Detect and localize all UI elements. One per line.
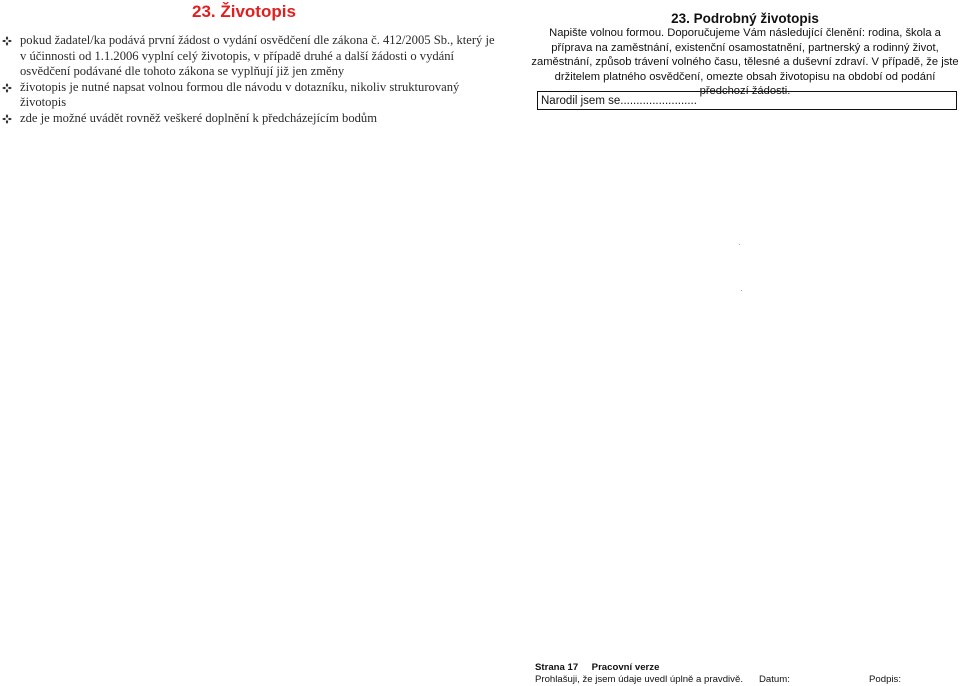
- diamond-cluster-icon: [2, 36, 12, 46]
- answer-field[interactable]: [537, 91, 957, 110]
- list-item: [0, 33, 498, 80]
- diamond-cluster-icon: [2, 114, 12, 124]
- diamond-cluster-icon: [2, 83, 12, 93]
- form-section-title: 23. Podrobný životopis: [671, 11, 819, 26]
- section-title: 23. Životopis: [192, 2, 296, 21]
- scan-speck: [739, 244, 740, 245]
- list-item: [0, 80, 498, 111]
- list-item: [0, 111, 498, 127]
- answer-text: Narodil jsem se........................: [541, 95, 697, 107]
- declaration-text: Prohlašuji, že jsem údaje uvedl úplně a pravdivě.: [535, 674, 743, 685]
- page-footer: [535, 662, 955, 686]
- page-number: Strana 17: [535, 662, 579, 673]
- signature-label: Podpis:: [869, 674, 901, 685]
- footer-declaration-row: [535, 674, 955, 686]
- footer-header: [535, 662, 955, 674]
- version-label: Pracovní verze: [591, 662, 660, 673]
- date-label: Datum:: [759, 674, 790, 685]
- scan-speck: [741, 290, 742, 291]
- bullet-text: životopis je nutné napsat volnou formou dle návodu v dotazníku, nikoliv strukturovaný životopis: [20, 79, 460, 109]
- instructions-text: Napište volnou formou. Doporučujeme Vám následující členění: rodina, škola a příprava na zaměstnání, existenční osamostatnění, partnerský a rodinný život, zaměstnání, způsob trávení volného času, tělesné a duševní zdraví. V případě, že jste držitelem platného osvědčení, omezte obsah životopisu na období od podání předchozí žádosti.: [531, 27, 959, 97]
- bullet-text: pokud žadatel/ka podává první žádost o vydání osvědčení dle zákona č. 412/2005 Sb., který je v účinnosti od 1.1.2006 vyplní celý životopis, v případě druhé a další žádosti o vydání osvědčení podávané dle tohoto zákona se vyplňují již jen změny: [20, 33, 495, 78]
- bullet-list: [0, 33, 498, 126]
- right-panel: [530, 12, 960, 99]
- bullet-text: zde je možné uvádět rovněž veškeré doplnění k předcházejícím bodům: [20, 110, 378, 125]
